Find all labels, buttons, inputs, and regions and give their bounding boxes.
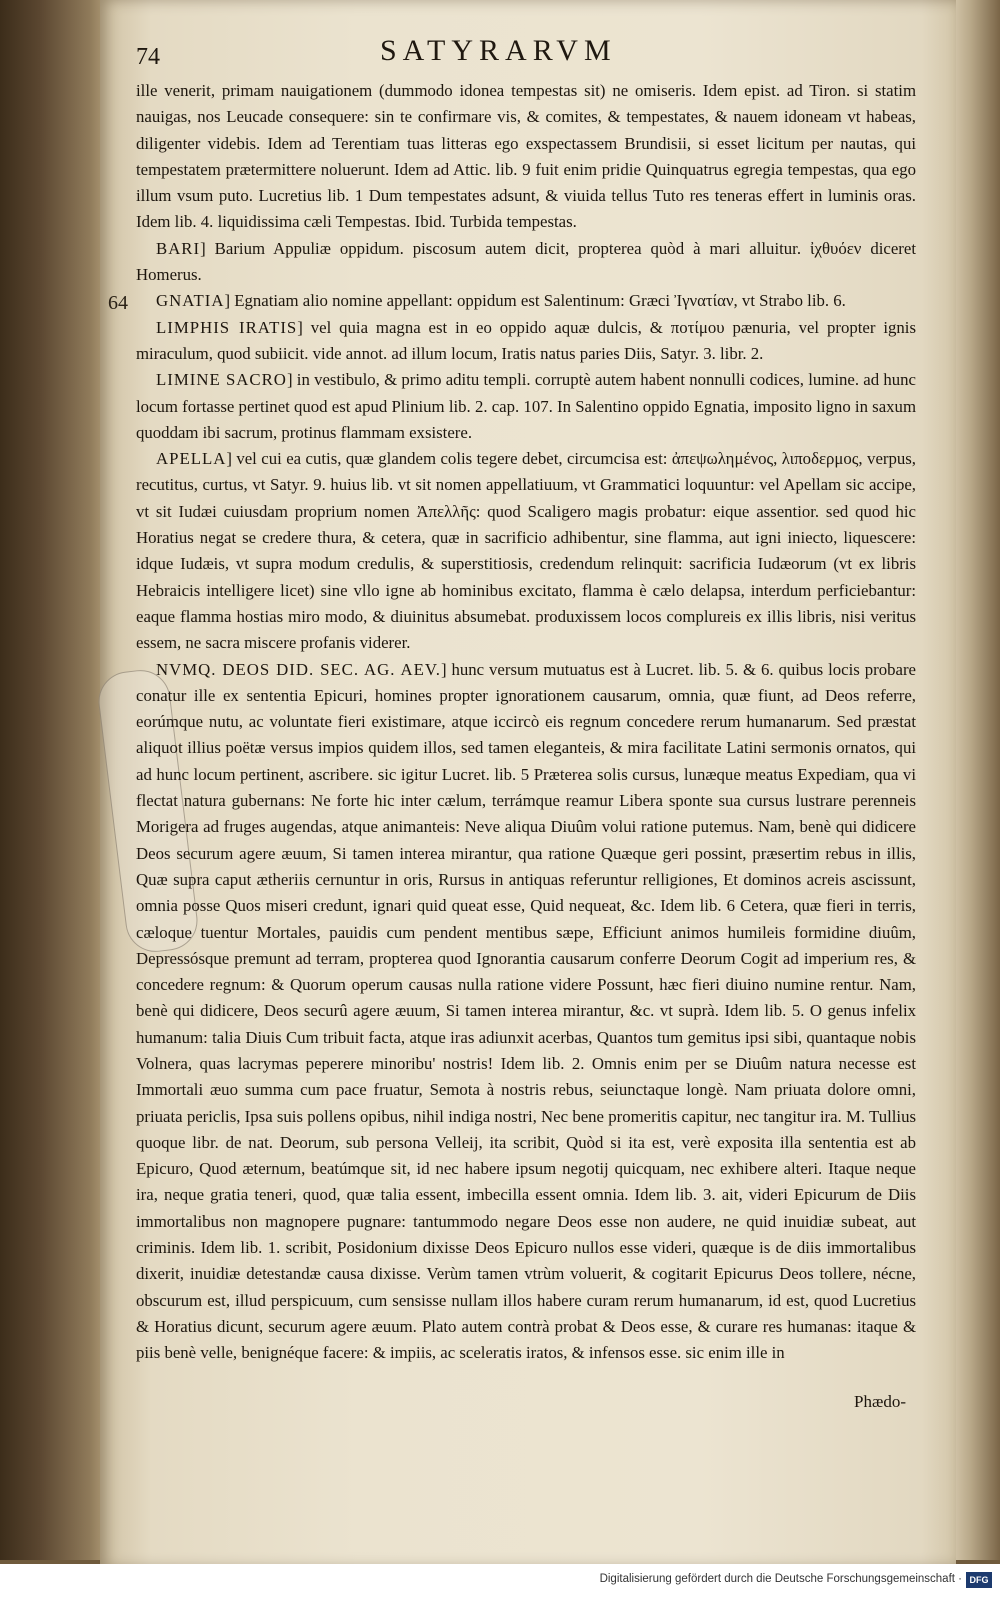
paragraph-text: ] Barium Appuliæ oppidum. piscosum autem dicit, propterea quòd à mari alluitur. ἰχθυόεν diceret Homerus.: [136, 238, 916, 285]
paragraph-entry: [136, 315, 916, 368]
paragraph-text: ] vel quia magna est in eo oppido aquæ dulcis, & ποτίμου pænuria, vel propter ignis miraculum, quod subiicit. vide annot. ad illum locum, Iratis natus paries Diis, Satyr. 3. libr. 2.: [136, 317, 916, 363]
lemma: APELLA: [156, 449, 227, 469]
paragraph-entry: [136, 446, 916, 656]
running-title: SATYRARVM: [380, 34, 617, 67]
paragraph-text: ] hunc versum mutuatus est à Lucret. lib. 5. & 6. quibus locis probare conatur ille ex sententia Epicuri, homines propter ignorationem causarum, omnia, quæ fiunt, ad Deos referre, eorúmque nutu, ac voluntate fieri existimare, atque iccircò eis regnum concedere rerum humanarum. Sed præstat aliquot illius poëtæ versus impios quidem illos, sed tamen eleganteis, & mira facilitate Latini sermonis ornatos, qui ad hunc locum pertinent, ascribere. sic igitur Lucret. lib. 5 Præterea solis cursus, lunæque meatus Expediam, qua vi flectat natura gubernans: Ne forte hic inter cælum, terrámque reamur Libera sponte sua cursus lustrare perenneis Morigera ad fruges augendas, atque animanteis: Neve aliqua Diuûm volui ratione putemus. Nam, benè qui didicere Deos securum agere æuum, Si tamen interea mirantur, qua ratione Quæque geri possint, præsertim rebus in illis, Quæ supra caput ætheriis cernuntur in oris, Rursus in antiquas referuntur relligiones, Et dominos acreis ascissunt, omnia posse Quos miseri credunt, ignari quid queat esse, Quid nequeat, &c. Idem lib. 6 Cetera, quæ fieri in terris, cæloque tuentur Mortales, pauidis cum pendent mentibus sæpe, Efficiunt animos humileis formidine diuûm, Depressósque premunt ad terram, propterea quod Ignorantia causarum conferre Deorum Cogit ad imperium res, & concedere regnum: & Quorum operum causas nulla ratione videre Possunt, hæc fieri diuino numine rentur. Nam, benè qui didicere, Deos securû agere æuum, Si tamen interea mirantur, &c. vt suprà. Idem lib. 5. O genus infelix humanum: talia Diuis Cum tribuit facta, atque iras adiunxit acerbas, Quantos tum gemitus ipsi sibi, quantaque nobis Volnera, quas lacrymas peperere minoribu' nostris! Idem lib. 2. Omnis enim per se Diuûm natura necesse est Immortali æuo summa cum pace fruatur, Semota à nostris rebus, seiunctaque longè. Nam priuata dolore omni, priuata periclis, Ipsa suis pollens opibus, nihil indiga nostri, Nec bene promeritis capitur, nec tangitur ira. M. Tullius quoque libr. de nat. Deorum, sub persona Velleij, ita scribit, Quòd si ita est, verè exposita illa sententia est ab Epicuro, Quod æternum, beatúmque sit, id nec habere ipsum negotij quicquam, nec exhibere alteri. Itaque neque ira, neque gratia teneri, quod, quæ talia essent, imbecilla essent omnia. Idem lib. 3. ait, videri Epicurum de Diis immortalibus non magnopere pugnare: tantummodo negare Deos esse non audere, ne quid inuidiæ subeat, aut criminis. Idem lib. 1. scribit, Posidonium dixisse Deos Epicuro nullos esse videri, quæque is de diis immortalibus dixerit, inuidiæ detestandæ causa dixisse. Verùm tamen vtrùm voluerit, & cogitarit Epicurus Deos tollere, nécne, obscurum est, illud perspicuum, cum sensisse nullam illos habere curam rerum humanarum, id est, quod Lucretius & Horatius dicunt, securum agere æuum. Plato autem contrà probat & Deos esse, & curare res humanas: itaque & piis benè velle, benignéque facere: & impiis, ac sceleratis iratos, & infensos esse. sic enim ille in: [136, 659, 916, 1363]
footer-credit: Digitalisierung gefördert durch die Deutsche Forschungsgemeinschaft ·: [599, 1573, 962, 1585]
paragraph-text: ] vel cui ea cutis, quæ glandem colis tegere debet, circumcisa est: ἀπεψωλημένος, λιποδερμος, verpus, recutitus, curtus, vt Satyr. 9. huius lib. vt sit nomen appellatiuum, vt Grammatici loquuntur: vel Apellam sic accipe, vt sit Iudæi cuiusdam proprium nomen Ἀπελλῆς: quod Scaligero magis probatur: eique assentior. sed quod hic Horatius negat se credere thura, & cetera, quæ in sacrificio adhibentur, sine flamma, aut igni iniecto, liquescere: idque Iudæis, vt supra modum credulis, & superstitiosis, credendum relinquit: sacrificia Iudæorum (vt ex libris Hebraicis intelligere licet) sine vllo igne ab hominibus excitato, flamma è cælo delapsa, interdum perficiebantur: eaque flamma hostias miro modo, & diuinitus absumebat. produxissem locos complureis ex illis libris, nisi veritus essem, ne sacra miscere profanis viderer.: [136, 449, 916, 653]
lemma: LIMPHIS IRATIS: [156, 317, 298, 337]
digitization-footer: [0, 1564, 1000, 1598]
book-page: [100, 0, 956, 1568]
lemma: NVMQ. DEOS DID. SEC. AG. AEV.: [156, 659, 441, 679]
catchword: Phædo-: [854, 1392, 906, 1411]
lemma: GNATIA: [156, 291, 225, 311]
dfg-logo-icon: DFG: [966, 1572, 992, 1588]
paragraph-entry: [136, 367, 916, 446]
commentary-text: [136, 78, 916, 1367]
paragraph-continuation: [136, 78, 916, 236]
lemma: LIMINE SACRO: [156, 370, 287, 390]
paragraph-entry: [136, 236, 916, 289]
paragraph-entry: [136, 657, 916, 1367]
paragraph-text: ] Egnatiam alio nomine appellant: oppidum est Salentinum: Græci Ἰγνατίαν, vt Strabo lib. 6.: [224, 291, 846, 311]
paragraph-text: ille venerit, primam nauigationem (dummodo idonea tempestas sit) ne omiseris. Idem epist. ad Tiron. si statim nauigas, nos Leucade consequere: sin te confirmare vis, & comites, & tempestates, & nauem idoneam vt habeas, diligenter videbis. Idem ad Terentiam tuas litteras ego exspectassem Brundisii, si esset licitum per nautas, qui tempestatem prætermittere noluerunt. Idem ad Attic. lib. 9 fuit enim pridie Quinquatrus egregia tempestas, qua ego illum vsum puto. Lucretius lib. 1 Dum tempestates adsunt, & viuida tellus Tuto res teneras effert in luminis oras. Idem lib. 4. liquidissima cæli Tempestas. Ibid. Turbida tempestas.: [136, 81, 916, 232]
paragraph-entry: [136, 288, 916, 314]
book-binding-left: [0, 0, 112, 1560]
margin-note: 64: [108, 292, 128, 314]
lemma: BARI: [156, 238, 201, 258]
paragraph-text: ] in vestibulo, & primo aditu templi. corruptè autem habent nonnulli codices, lumine. ad hunc locum fortasse pertinet quod est apud Plinium lib. 2. cap. 107. In Salentino oppido Egnatia, imposito ligno in saxum quoddam ibi sacrum, protinus flammam exsistere.: [136, 370, 916, 442]
running-head: [100, 34, 956, 74]
book-edge-right: [950, 0, 1000, 1560]
page-number: 74: [136, 44, 160, 70]
